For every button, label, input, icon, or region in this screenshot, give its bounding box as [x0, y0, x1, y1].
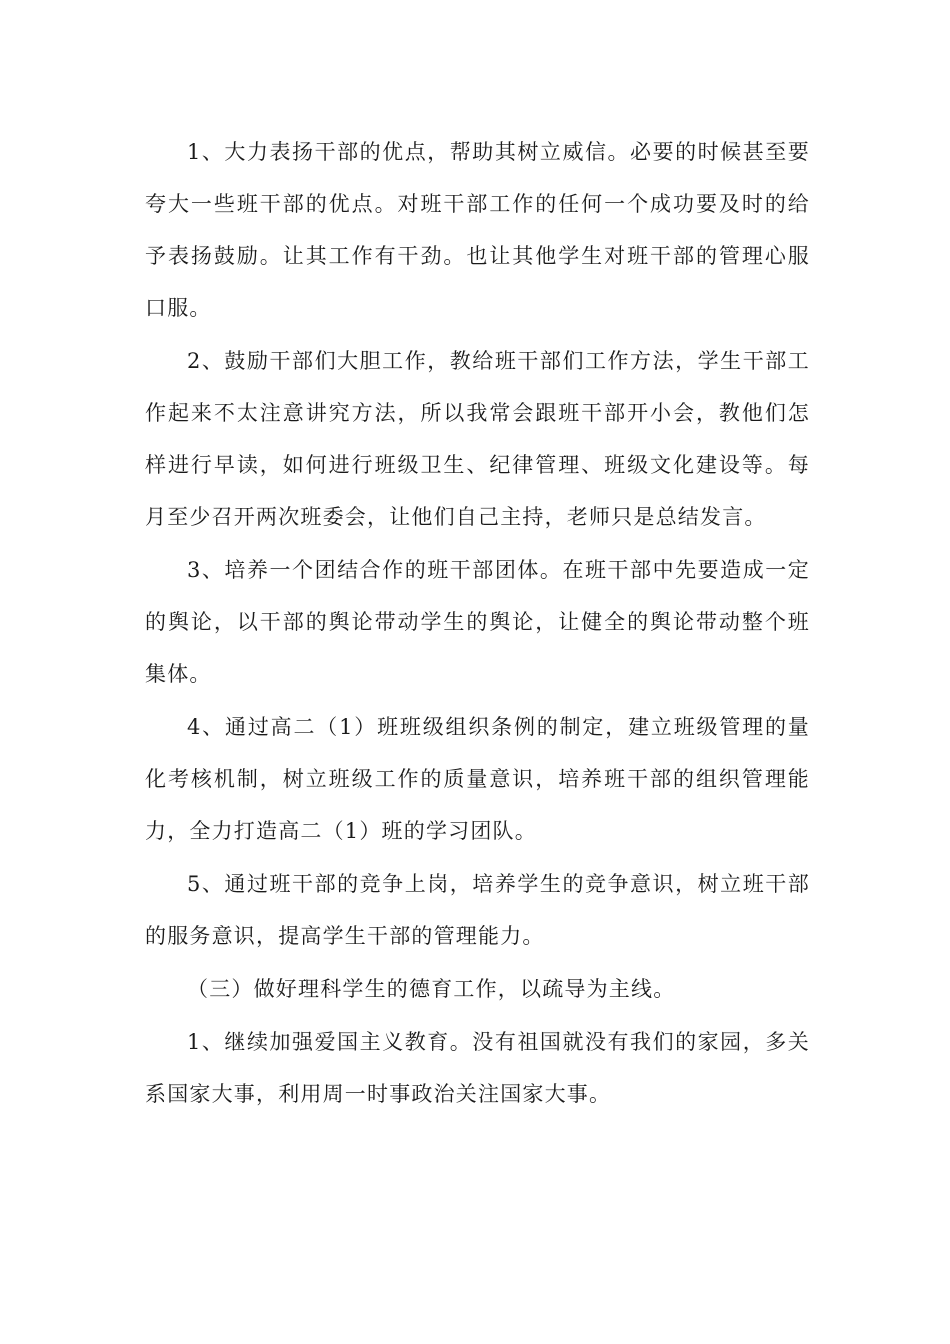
document-body	[145, 126, 810, 1121]
paragraph-5: 5、通过班干部的竞争上岗，培养学生的竞争意识，树立班干部的服务意识，提高学生干部的管理能力。	[145, 872, 810, 948]
paragraph-4: 4、通过高二（1）班班级组织条例的制定，建立班级管理的量化考核机制，树立班级工作的质量意识，培养班干部的组织管理能力，全力打造高二（1）班的学习团队。	[145, 715, 810, 843]
paragraph-1: 1、大力表扬干部的优点，帮助其树立威信。必要的时候甚至要夸大一些班干部的优点。对班干部工作的任何一个成功要及时的给予表扬鼓励。让其工作有干劲。也让其他学生对班干部的管理心服口服。	[145, 140, 810, 320]
paragraph-2: 2、鼓励干部们大胆工作，教给班干部们工作方法，学生干部工作起来不太注意讲究方法，所以我常会跟班干部开小会，教他们怎样进行早读，如何进行班级卫生、纪律管理、班级文化建设等。每月至少召开两次班委会，让他们自己主持，老师只是总结发言。	[145, 349, 810, 529]
section-heading: （三）做好理科学生的德育工作，以疏导为主线。	[187, 977, 676, 1001]
paragraph-7: 1、继续加强爱国主义教育。没有祖国就没有我们的家园，多关系国家大事，利用周一时事政治关注国家大事。	[145, 1030, 810, 1106]
paragraph-3: 3、培养一个团结合作的班干部团体。在班干部中先要造成一定的舆论，以干部的舆论带动学生的舆论，让健全的舆论带动整个班集体。	[145, 558, 810, 686]
